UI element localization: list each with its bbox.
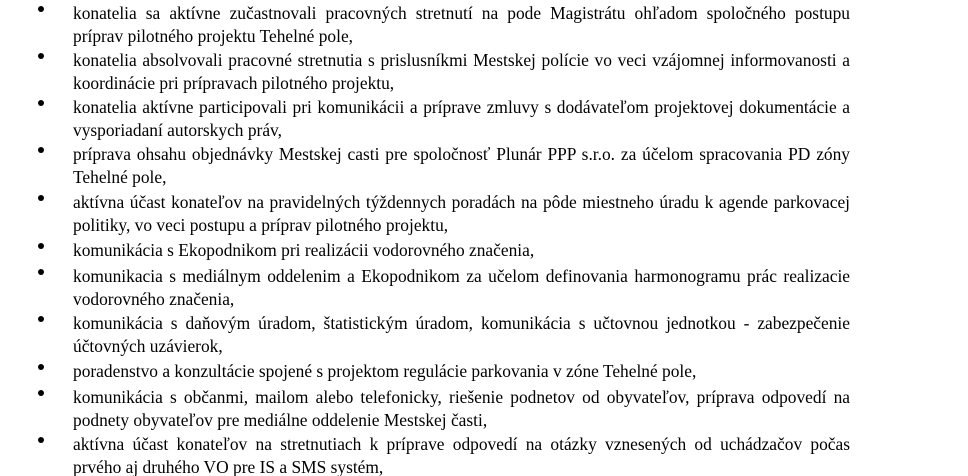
- list-item-text: príprava ohsahu objednávky Mestskej casti pre spoločnosť Plunár PPP s.r.o. za účelom spracovania PD zóny Tehelné pole,: [73, 144, 850, 187]
- bullet-icon: [38, 390, 44, 396]
- list-item-text: konatelia sa aktívne zučastnovali pracovných stretnutí na pode Magistrátu ohľadom spoločného postupu príprav pilotného projektu Tehelné pole,: [73, 3, 850, 46]
- bullet-icon: [38, 437, 44, 443]
- bullet-icon: [38, 195, 44, 201]
- bullet-icon: [38, 364, 44, 370]
- bullet-icon: [38, 6, 44, 12]
- bullet-icon: [38, 147, 44, 153]
- bullet-icon: [38, 53, 44, 59]
- list-item-text: konatelia aktívne participovali pri komunikácii a príprave zmluvy s dodávateľom projektovej dokumentácie a vysporiadaní autorskych práv,: [73, 97, 850, 140]
- list-item-text: aktívna účast konateľov na pravidelných týždennych poradách na pôde miestneho úradu k agende parkovacej politiky, vo veci postupu a príprav pilotného projektu,: [73, 192, 850, 235]
- list-item-text: komunikácia s Ekopodnikom pri realizácii vodorovného značenia,: [73, 240, 535, 260]
- list-item-text: aktívna účast konateľov na stretnutiach k príprave odpovedí na otázky vznesených od uchádzačov počas prvého aj druhého VO pre IS a SMS systém,: [73, 434, 850, 476]
- bullet-icon: [38, 243, 44, 249]
- list-item-text: komunikácia s daňovým úradom, štatistickým úradom, komunikácia s učtovnou jednotkou - zabezpečenie účtovných uzávierok,: [73, 313, 850, 356]
- list-item-text: konatelia absolvovali pracovné stretnutia s prislusníkmi Mestskej polície vo veci vzájomnej informovanosti a koordinácie pri prípravach pilotného projektu,: [73, 50, 850, 93]
- list-item-text: poradenstvo a konzultácie spojené s projektom regulácie parkovania v zóne Tehelné pole,: [73, 361, 697, 381]
- list-item-text: komunikácia s občanmi, mailom alebo telefonicky, riešenie podnetov od obyvateľov, príprava odpovedí na podnety obyvateľov pre mediálne oddelenie Mestskej časti,: [73, 387, 850, 430]
- list-item-text: komunikacia s mediálnym oddelenim a Ekopodnikom za učelom definovania harmonogramu prác realizacie vodorovného značenia,: [73, 266, 850, 309]
- bullet-icon: [38, 269, 44, 275]
- bullet-icon: [38, 316, 44, 322]
- bullet-icon: [38, 100, 44, 106]
